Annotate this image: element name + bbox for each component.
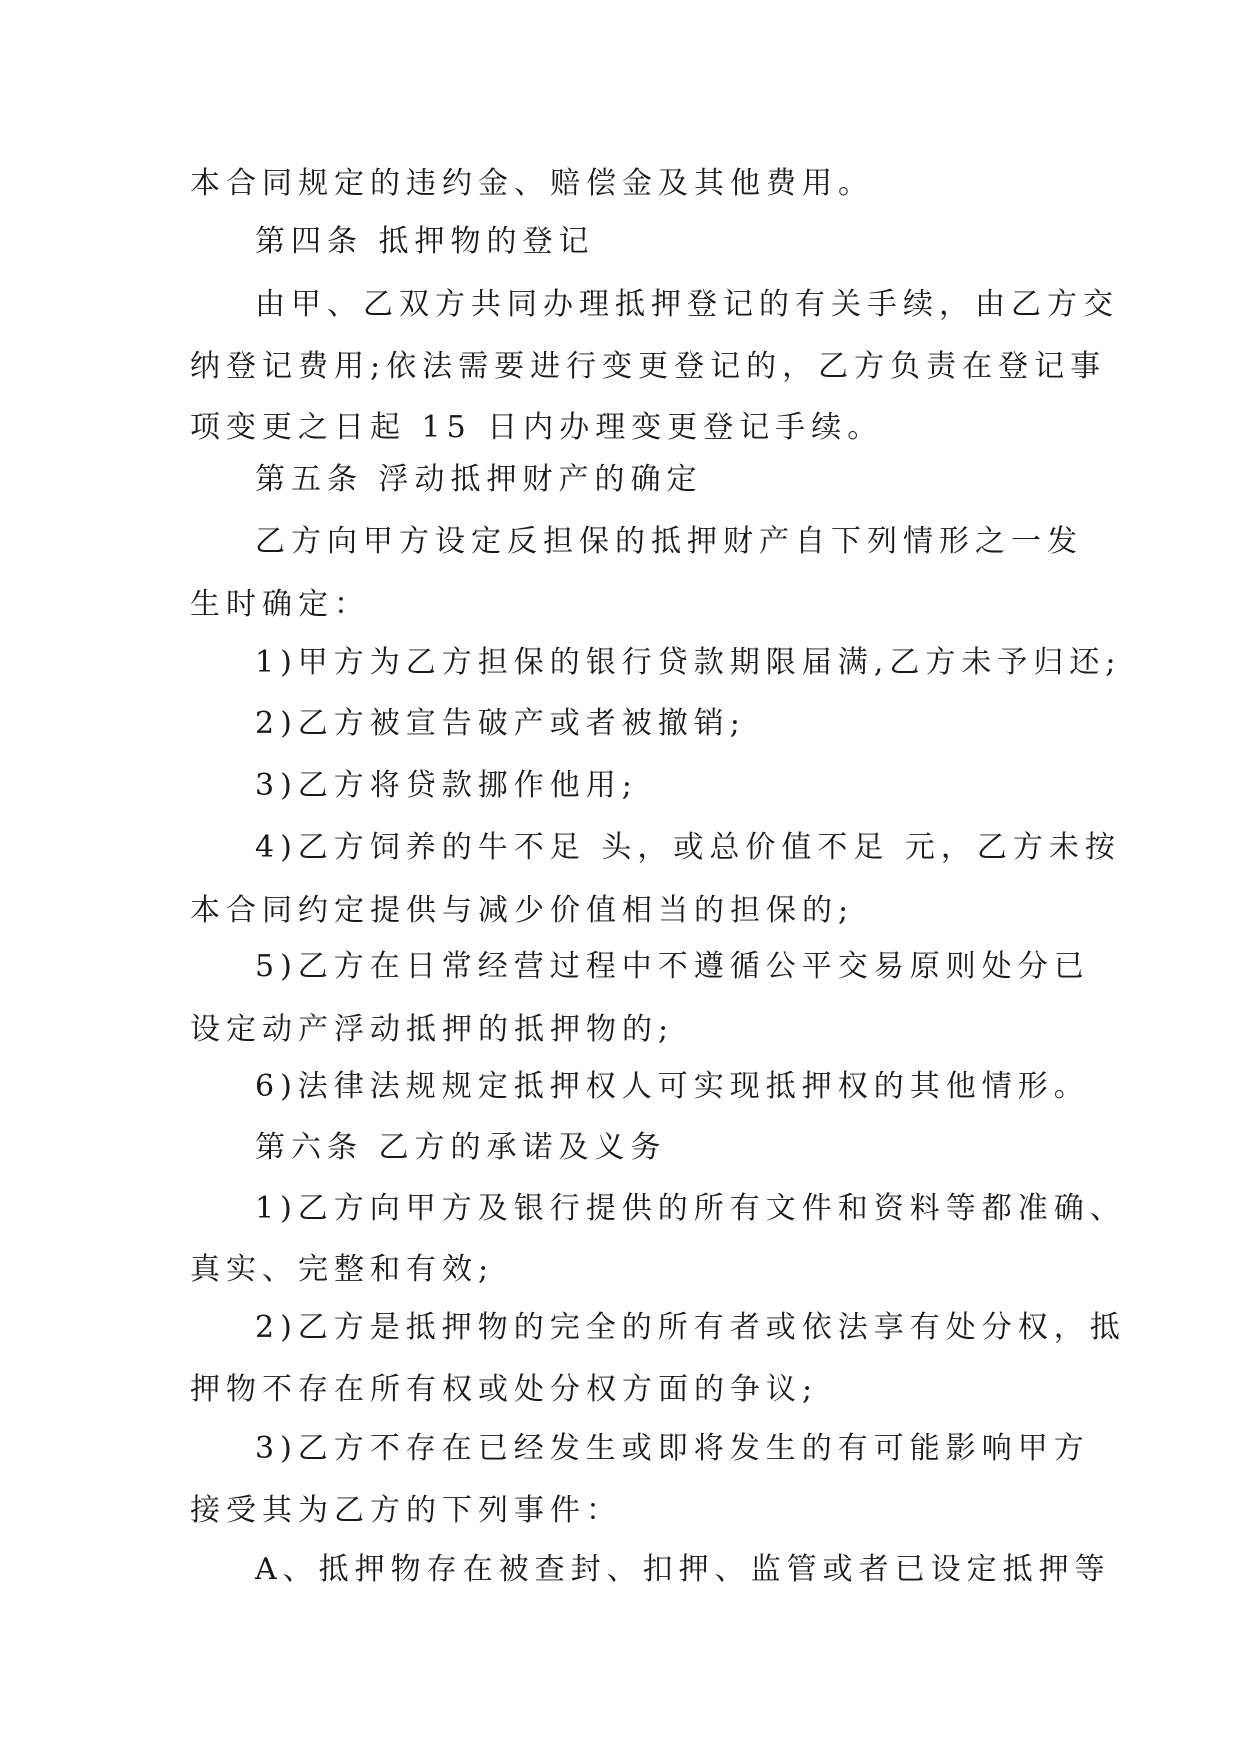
text-line: 本合同约定提供与减少价值相当的担保的; bbox=[190, 893, 855, 928]
list-item: 6)法律法规规定抵押权人可实现抵押权的其他情形。 bbox=[255, 1069, 1090, 1104]
list-item: A、抵押物存在被查封、扣押、监管或者已设定抵押等 bbox=[255, 1552, 1111, 1587]
article-heading: 第四条 抵押物的登记 bbox=[255, 224, 595, 259]
text-line: 纳登记费用;依法需要进行变更登记的，乙方负责在登记事 bbox=[190, 349, 1107, 384]
text-line: 押物不存在所有权或处分权方面的争议; bbox=[190, 1372, 819, 1407]
text-line: 本合同规定的违约金、赔偿金及其他费用。 bbox=[190, 166, 874, 201]
list-item: 2)乙方是抵押物的完全的所有者或依法享有处分权，抵 bbox=[255, 1310, 1126, 1345]
text-line: 乙方向甲方设定反担保的抵押财产自下列情形之一发 bbox=[255, 524, 1083, 559]
text-line: 生时确定： bbox=[190, 587, 370, 622]
list-item: 5)乙方在日常经营过程中不遵循公平交易原则处分已 bbox=[255, 949, 1090, 984]
list-item: 1)甲方为乙方担保的银行贷款期限届满,乙方未予归还; bbox=[255, 645, 1122, 680]
list-item: 4)乙方饲养的牛不足 头，或总价值不足 元，乙方未按 bbox=[255, 830, 1121, 865]
list-item: 3)乙方将贷款挪作他用; bbox=[255, 768, 638, 803]
article-heading: 第六条 乙方的承诺及义务 bbox=[255, 1130, 667, 1165]
text-line: 真实、完整和有效; bbox=[190, 1252, 495, 1287]
text-line: 设定动产浮动抵押的抵押物的; bbox=[190, 1012, 675, 1047]
list-item: 3)乙方不存在已经发生或即将发生的有可能影响甲方 bbox=[255, 1431, 1090, 1466]
text-line: 项变更之日起 15 日内办理变更登记手续。 bbox=[190, 410, 884, 445]
article-heading: 第五条 浮动抵押财产的确定 bbox=[255, 462, 703, 497]
list-item: 2)乙方被宣告破产或者被撤销; bbox=[255, 706, 746, 741]
list-item: 1)乙方向甲方及银行提供的所有文件和资料等都准确、 bbox=[255, 1191, 1126, 1226]
text-line: 接受其为乙方的下列事件： bbox=[190, 1493, 622, 1528]
text-line: 由甲、乙双方共同办理抵押登记的有关手续，由乙方交 bbox=[255, 287, 1119, 322]
